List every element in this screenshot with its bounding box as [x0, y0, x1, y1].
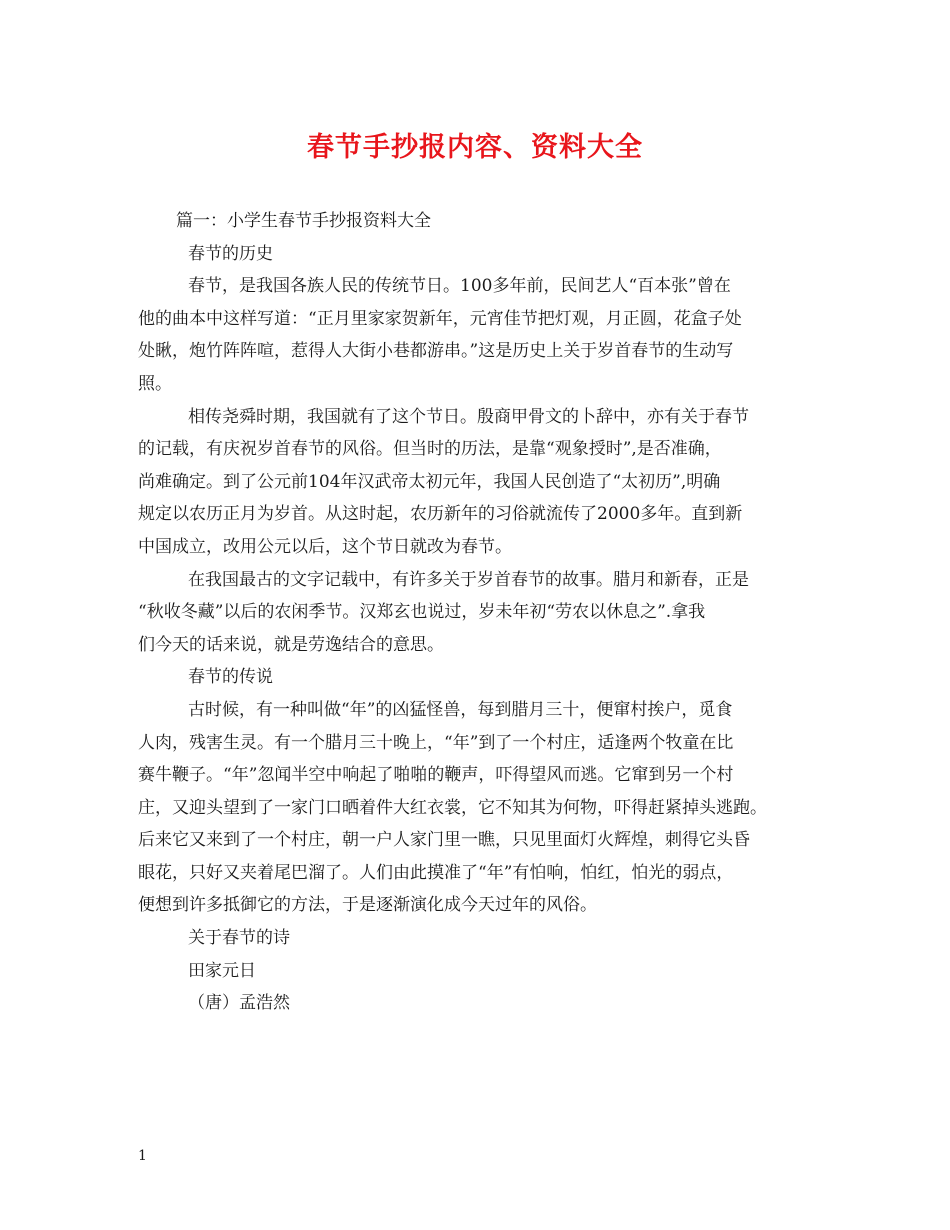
text-line: 春节，是我国各族人民的传统节日。100多年前，民间艺人“百本张”曾在: [188, 276, 731, 297]
text-line: 田家元日: [188, 960, 256, 981]
text-line: 尚难确定。到了公元前104年汉武帝太初元年，我国人民创造了“太初历”,明确: [138, 471, 721, 492]
text-line: 人肉，残害生灵。有一个腊月三十晚上，“年”到了一个村庄，适逢两个牧童在比: [138, 732, 734, 753]
text-line: 的记载，有庆祝岁首春节的风俗。但当时的历法，是靠“观象授时”,是否准确，: [138, 439, 722, 460]
text-line: 他的曲本中这样写道：“正月里家家贺新年，元宵佳节把灯观，月正圆，花盒子处: [138, 308, 742, 329]
text-line: 处瞅，炮竹阵阵喧，惹得人大街小巷都游串。”这是历史上关于岁首春节的生动写: [138, 341, 734, 362]
text-line: 赛牛鞭子。“年”忽闻半空中响起了啪啪的鞭声，吓得望风而逃。它窜到另一个村: [138, 765, 734, 786]
page-number: 1: [138, 1148, 147, 1164]
text-line: 便想到许多抵御它的方法，于是逐渐演化成今天过年的风俗。: [138, 895, 597, 916]
text-line: 照。: [138, 373, 172, 394]
text-line: 后来它又来到了一个村庄，朝一户人家门里一瞧，只见里面灯火辉煌，刺得它头昏: [138, 830, 750, 851]
text-line: 中国成立，改用公元以后，这个节日就改为春节。: [138, 536, 512, 557]
page-title: 春节手抄报内容、资料大全: [307, 132, 643, 163]
document-body: [138, 205, 818, 1020]
text-line: 相传尧舜时期，我国就有了这个节日。殷商甲骨文的卜辞中，亦有关于春节: [188, 406, 749, 427]
text-line: “秋收冬藏”以后的农闲季节。汉郑玄也说过，岁未年初“劳农以休息之”.拿我: [138, 602, 706, 623]
text-line: 篇一：小学生春节手抄报资料大全: [176, 211, 431, 231]
text-line: 庄，又迎头望到了一家门口晒着件大红衣裳，它不知其为何物，吓得赶紧掉头逃跑。: [138, 797, 767, 818]
text-line: 眼花，只好又夹着尾巴溜了。人们由此摸准了“年”有怕响，怕红，怕光的弱点，: [138, 862, 734, 883]
text-line: 古时候，有一种叫做“年”的凶猛怪兽，每到腊月三十，便窜村挨户，觅食: [188, 699, 733, 720]
text-line: （唐）孟浩然: [188, 993, 290, 1014]
text-line: 在我国最古的文字记载中，有许多关于岁首春节的故事。腊月和新春，正是: [188, 569, 749, 590]
text-line: 关于春节的诗: [188, 928, 290, 949]
text-line: 春节的传说: [188, 667, 273, 688]
text-line: 们今天的话来说，就是劳逸结合的意思。: [138, 634, 444, 655]
text-line: 春节的历史: [188, 243, 273, 264]
text-line: 规定以农历正月为岁首。从这时起，农历新年的习俗就流传了2000多年。直到新: [138, 504, 743, 525]
